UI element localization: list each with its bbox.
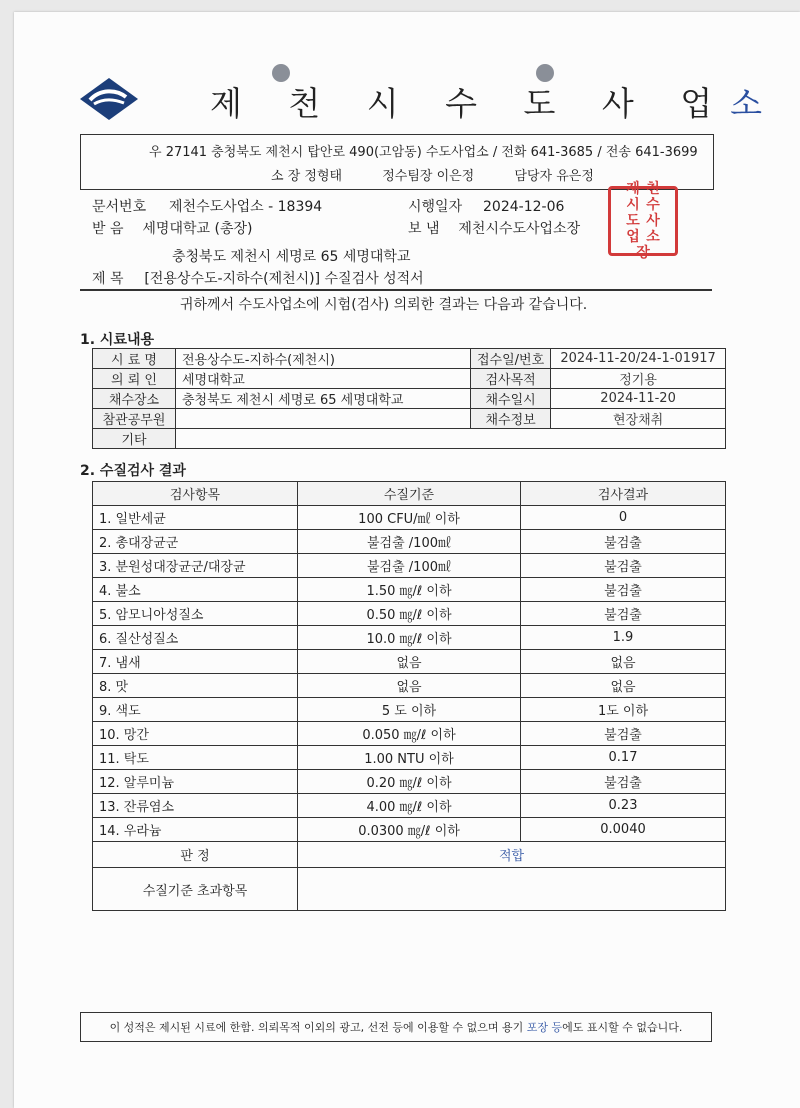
sample-value-2: 2024-11-20 xyxy=(551,389,726,409)
item-cell: 13. 잔류염소 xyxy=(93,794,298,818)
etc-value xyxy=(176,429,726,449)
results-section-title: 2. 수질검사 결과 xyxy=(80,463,186,479)
sender-label: 보 냄 xyxy=(408,221,440,237)
standard-cell: 100 CFU/㎖ 이하 xyxy=(298,506,521,530)
table-row xyxy=(93,409,726,429)
result-cell: 불검출 xyxy=(521,722,726,746)
item-cell: 11. 탁도 xyxy=(93,746,298,770)
result-cell: 불검출 xyxy=(521,602,726,626)
standard-cell: 10.0 ㎎/ℓ 이하 xyxy=(298,626,521,650)
sample-value-2: 현장채취 xyxy=(551,409,726,429)
footer-text-c: 에도 표시할 수 없습니다. xyxy=(562,1021,683,1034)
address-line: 우 27141 충청북도 제천시 탑안로 490(고암동) 수도사업소 / 전화 641-3685 / 전송 641-3699 xyxy=(149,145,698,160)
item-cell: 6. 질산성질소 xyxy=(93,626,298,650)
table-row xyxy=(93,602,726,626)
subject-row xyxy=(92,268,424,288)
org-title-main: 제 천 시 수 도 사 업 xyxy=(210,84,731,123)
sample-label-2: 채수정보 xyxy=(471,409,551,429)
standard-cell: 5 도 이하 xyxy=(298,698,521,722)
item-cell: 9. 색도 xyxy=(93,698,298,722)
header-result: 검사결과 xyxy=(521,482,726,506)
sample-value: 세명대학교 xyxy=(176,369,471,389)
item-cell: 12. 알루미늄 xyxy=(93,770,298,794)
table-row xyxy=(93,429,726,449)
item-cell: 3. 분원성대장균군/대장균 xyxy=(93,554,298,578)
result-cell: 없음 xyxy=(521,650,726,674)
sender-row xyxy=(408,218,580,238)
table-header-row xyxy=(93,482,726,506)
intro-text: 귀하께서 수도사업소에 시험(검사) 의뢰한 결과는 다음과 같습니다. xyxy=(180,297,588,313)
footer-text-b: 포장 등 xyxy=(526,1021,563,1034)
item-cell: 2. 총대장균군 xyxy=(93,530,298,554)
standard-cell: 0.20 ㎎/ℓ 이하 xyxy=(298,770,521,794)
sample-label: 채수장소 xyxy=(93,389,176,409)
subject: [전용상수도-지하수(제천시)] 수질검사 성적서 xyxy=(144,271,424,287)
item-cell: 8. 맛 xyxy=(93,674,298,698)
doc-number: 제천수도사업소 - 18394 xyxy=(169,199,323,215)
judgement-row xyxy=(93,842,726,868)
footer-text-a: 이 성적은 제시된 시료에 한함. 의뢰목적 이외의 광고, 선전 등에 이용할 수 없으며 용기 xyxy=(109,1021,527,1034)
table-row xyxy=(93,389,726,409)
sample-label: 참관공무원 xyxy=(93,409,176,429)
item-cell: 14. 우라늄 xyxy=(93,818,298,842)
result-cell: 0.0040 xyxy=(521,818,726,842)
sample-value-2: 정기용 xyxy=(551,369,726,389)
item-cell: 4. 불소 xyxy=(93,578,298,602)
result-cell: 1.9 xyxy=(521,626,726,650)
table-row xyxy=(93,674,726,698)
contact-box xyxy=(80,134,714,190)
table-row xyxy=(93,369,726,389)
date-row xyxy=(408,196,564,216)
director: 소 장 정형태 xyxy=(271,169,343,184)
subject-label: 제 목 xyxy=(92,271,124,287)
header-standard: 수질기준 xyxy=(298,482,521,506)
result-cell: 0.23 xyxy=(521,794,726,818)
org-title xyxy=(210,78,780,125)
team-leader: 정수팀장 이은정 xyxy=(382,169,475,184)
sample-label: 의 뢰 인 xyxy=(93,369,176,389)
sample-label-2: 접수일/번호 xyxy=(471,349,551,369)
item-cell: 1. 일반세균 xyxy=(93,506,298,530)
results-table xyxy=(92,481,726,911)
sample-label-2: 검사목적 xyxy=(471,369,551,389)
sample-table xyxy=(92,348,726,449)
table-row xyxy=(93,722,726,746)
org-title-last-char: 소 xyxy=(730,84,780,123)
doc-number-label: 문서번호 xyxy=(92,199,147,215)
table-row xyxy=(93,349,726,369)
sample-label-2: 채수일시 xyxy=(471,389,551,409)
result-cell: 불검출 xyxy=(521,770,726,794)
city-logo-icon xyxy=(78,76,140,122)
date-label: 시행일자 xyxy=(408,199,463,215)
result-cell: 불검출 xyxy=(521,554,726,578)
standard-cell: 없음 xyxy=(298,650,521,674)
recipient-address: 충청북도 제천시 세명로 65 세명대학교 xyxy=(172,249,411,265)
standard-cell: 없음 xyxy=(298,674,521,698)
standard-cell: 1.50 ㎎/ℓ 이하 xyxy=(298,578,521,602)
recipient: 세명대학교 (총장) xyxy=(142,221,253,237)
result-cell: 불검출 xyxy=(521,530,726,554)
doc-number-row xyxy=(92,196,322,216)
table-row xyxy=(93,554,726,578)
recipient-row xyxy=(92,218,252,238)
standard-cell: 0.0300 ㎎/ℓ 이하 xyxy=(298,818,521,842)
item-cell: 7. 냄새 xyxy=(93,650,298,674)
sample-value-2: 2024-11-20/24-1-01917 xyxy=(551,349,726,369)
standard-cell: 0.50 ㎎/ℓ 이하 xyxy=(298,602,521,626)
sender: 제천시수도사업소장 xyxy=(458,221,581,237)
exceed-value xyxy=(298,868,726,911)
sample-value xyxy=(176,409,471,429)
result-cell: 0 xyxy=(521,506,726,530)
standard-cell: 0.050 ㎎/ℓ 이하 xyxy=(298,722,521,746)
standard-cell: 불검출 /100㎖ xyxy=(298,554,521,578)
table-row xyxy=(93,626,726,650)
judgement-label: 판 정 xyxy=(93,842,298,868)
table-row xyxy=(93,818,726,842)
result-cell: 0.17 xyxy=(521,746,726,770)
sample-label: 시 료 명 xyxy=(93,349,176,369)
table-row xyxy=(93,506,726,530)
table-row xyxy=(93,650,726,674)
standard-cell: 4.00 ㎎/ℓ 이하 xyxy=(298,794,521,818)
item-cell: 5. 암모니아성질소 xyxy=(93,602,298,626)
recipient-label: 받 음 xyxy=(92,221,124,237)
date-value: 2024-12-06 xyxy=(483,199,565,215)
result-cell: 없음 xyxy=(521,674,726,698)
item-cell: 10. 망간 xyxy=(93,722,298,746)
table-row xyxy=(93,794,726,818)
official-seal: 제 천 시 수 도 사 업 소 장 xyxy=(608,186,678,256)
sample-value: 충청북도 제천시 세명로 65 세명대학교 xyxy=(176,389,471,409)
sample-section-title: 1. 시료내용 xyxy=(80,332,155,348)
result-cell: 불검출 xyxy=(521,578,726,602)
footer-note xyxy=(80,1012,712,1042)
exceed-label: 수질기준 초과항목 xyxy=(93,868,298,911)
judgement-value: 적합 xyxy=(298,842,726,868)
staff: 담당자 유은정 xyxy=(514,169,594,184)
standard-cell: 1.00 NTU 이하 xyxy=(298,746,521,770)
table-row xyxy=(93,578,726,602)
officials-line xyxy=(271,165,594,184)
table-row xyxy=(93,698,726,722)
standard-cell: 불검출 /100㎖ xyxy=(298,530,521,554)
result-cell: 1도 이하 xyxy=(521,698,726,722)
etc-label: 기타 xyxy=(93,429,176,449)
table-row xyxy=(93,530,726,554)
sample-value: 전용상수도-지하수(제천시) xyxy=(176,349,471,369)
table-row xyxy=(93,746,726,770)
divider xyxy=(80,289,712,291)
table-row xyxy=(93,770,726,794)
exceed-row xyxy=(93,868,726,911)
header-item: 검사항목 xyxy=(93,482,298,506)
